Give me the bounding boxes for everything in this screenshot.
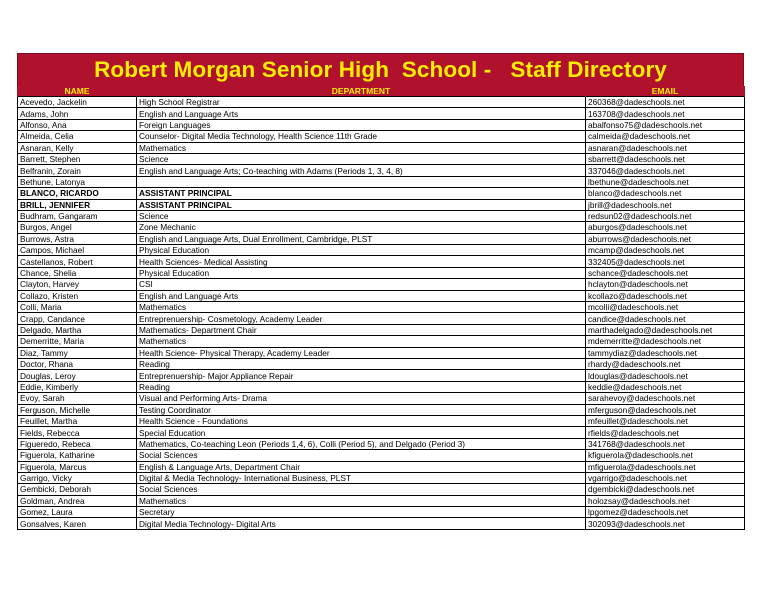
cell-email: lbethune@dadeschools.net [586,176,745,187]
cell-email: calmeida@dadeschools.net [586,131,745,142]
cell-email: aburgos@dadeschools.net [586,222,745,233]
table-header [18,86,745,97]
cell-name: Burgos, Angel [18,222,137,233]
cell-department: CSI [137,279,586,290]
header-name: NAME [18,86,137,97]
cell-department: Physical Education [137,245,586,256]
cell-email: abalfonso75@dadeschools.net [586,119,745,130]
directory-table [17,86,745,530]
cell-email: schance@dadeschools.net [586,267,745,278]
cell-name: Demerritte, Maria [18,336,137,347]
cell-name: Diaz, Tammy [18,347,137,358]
cell-email: 163708@dadeschools.net [586,108,745,119]
cell-email: 302093@dadeschools.net [586,518,745,529]
table-row [18,370,745,381]
table-row [18,245,745,256]
cell-name: Alfonso, Ana [18,119,137,130]
table-row [18,131,745,142]
table-row [18,495,745,506]
cell-name: Asnaran, Kelly [18,142,137,153]
cell-department: Secretary [137,507,586,518]
cell-name: Castellanos, Robert [18,256,137,267]
cell-name: BRILL, JENNIFER [18,199,137,210]
table-row [18,415,745,426]
cell-email: mferguson@dadeschools.net [586,404,745,415]
cell-name: Chance, Shelia [18,267,137,278]
table-row [18,381,745,392]
table-row [18,108,745,119]
cell-department: Testing Coordinator [137,404,586,415]
table-row [18,210,745,221]
cell-department: Visual and Performing Arts- Drama [137,393,586,404]
table-row [18,165,745,176]
cell-name: Eddie, Kimberly [18,381,137,392]
table-row [18,176,745,187]
table-row [18,290,745,301]
cell-name: Delgado, Martha [18,324,137,335]
cell-email: lpgomez@dadeschools.net [586,507,745,518]
cell-department [137,176,586,187]
cell-email: asnaran@dadeschools.net [586,142,745,153]
cell-department: Mathematics [137,336,586,347]
cell-department: Zone Mechanic [137,222,586,233]
table-row [18,404,745,415]
cell-name: Clayton, Harvey [18,279,137,290]
cell-name: Doctor, Rhana [18,358,137,369]
cell-department: Health Science- Physical Therapy, Academy Leader [137,347,586,358]
table-row [18,279,745,290]
table-row [18,472,745,483]
cell-email: 332405@dadeschools.net [586,256,745,267]
cell-name: Crapp, Candance [18,313,137,324]
table-row [18,393,745,404]
cell-email: marthadelgado@dadeschools.net [586,324,745,335]
cell-department: Entreprenuership- Cosmetology, Academy Leader [137,313,586,324]
cell-name: Colli, Maria [18,302,137,313]
cell-department: Mathematics, Co-teaching Leon (Periods 1,4, 6), Colli (Period 5), and Delgado (Period 3) [137,438,586,449]
cell-department: Social Sciences [137,484,586,495]
cell-email: tammydiaz@dadeschools.net [586,347,745,358]
cell-name: Bethune, Latonya [18,176,137,187]
table-row [18,188,745,199]
table-row [18,119,745,130]
cell-department: Mathematics- Department Chair [137,324,586,335]
cell-email: rfields@dadeschools.net [586,427,745,438]
cell-email: 260368@dadeschools.net [586,97,745,108]
table-row [18,97,745,108]
cell-department: Digital Media Technology- Digital Arts [137,518,586,529]
cell-name: Gomez, Laura [18,507,137,518]
cell-name: Gembicki, Deborah [18,484,137,495]
table-row [18,267,745,278]
cell-email: vgarrigo@dadeschools.net [586,472,745,483]
cell-department: ASSISTANT PRINCIPAL [137,199,586,210]
table-row [18,518,745,529]
cell-name: Campos, Michael [18,245,137,256]
cell-name: Ferguson, Michelle [18,404,137,415]
cell-department: Health Sciences- Medical Assisting [137,256,586,267]
cell-name: Goldman, Andrea [18,495,137,506]
cell-department: Mathematics [137,302,586,313]
cell-email: rhardy@dadeschools.net [586,358,745,369]
header-row [18,86,745,97]
cell-email: sarahevoy@dadeschools.net [586,393,745,404]
table-row [18,199,745,210]
cell-email: blanco@dadeschools.net [586,188,745,199]
header-email: EMAIL [586,86,745,97]
table-row [18,313,745,324]
table-row [18,461,745,472]
cell-name: Feuillet, Martha [18,415,137,426]
cell-name: Barrett, Stephen [18,153,137,164]
cell-name: Belfranin, Zorain [18,165,137,176]
cell-department: Social Sciences [137,450,586,461]
cell-email: sbarrett@dadeschools.net [586,153,745,164]
cell-department: Reading [137,358,586,369]
cell-department: Health Science - Foundations [137,415,586,426]
cell-department: Digital & Media Technology- International Business, PLST [137,472,586,483]
cell-department: ASSISTANT PRINCIPAL [137,188,586,199]
title-bar [17,53,744,86]
cell-department: Physical Education [137,267,586,278]
cell-department: English and Language Arts [137,290,586,301]
cell-department: English & Language Arts, Department Chair [137,461,586,472]
staff-directory-sheet [17,53,744,530]
cell-name: Garrigo, Vicky [18,472,137,483]
table-body [18,97,745,530]
cell-email: candice@dadeschools.net [586,313,745,324]
cell-name: BLANCO, RICARDO [18,188,137,199]
table-row [18,302,745,313]
cell-email: mfiguerola@dadeschools.net [586,461,745,472]
cell-department: English and Language Arts; Co-teaching with Adams (Periods 1, 3, 4, 8) [137,165,586,176]
cell-name: Evoy, Sarah [18,393,137,404]
table-row [18,336,745,347]
table-row [18,507,745,518]
cell-email: kfiguerola@dadeschools.net [586,450,745,461]
cell-email: hclayton@dadeschools.net [586,279,745,290]
cell-name: Douglas, Leroy [18,370,137,381]
cell-email: kcollazo@dadeschools.net [586,290,745,301]
cell-email: holozsay@dadeschools.net [586,495,745,506]
page-title: Robert Morgan Senior High School - Staff Directory [94,57,667,82]
cell-email: 337046@dadeschools.net [586,165,745,176]
cell-name: Burrows, Astra [18,233,137,244]
cell-email: keddie@dadeschools.net [586,381,745,392]
cell-email: aburrows@dadeschools.net [586,233,745,244]
cell-department: Foreign Languages [137,119,586,130]
table-row [18,324,745,335]
table-row [18,256,745,267]
table-row [18,347,745,358]
cell-name: Almeida, Celia [18,131,137,142]
cell-department: Mathematics [137,495,586,506]
cell-name: Acevedo, Jackelin [18,97,137,108]
table-row [18,222,745,233]
cell-name: Figuerola, Katharine [18,450,137,461]
cell-department: English and Language Arts [137,108,586,119]
cell-department: Entreprenuership- Major Appliance Repair [137,370,586,381]
cell-email: mcamp@dadeschools.net [586,245,745,256]
cell-email: mfeuillet@dadeschools.net [586,415,745,426]
cell-name: Figuerola, Marcus [18,461,137,472]
cell-email: ldouglas@dadeschools.net [586,370,745,381]
cell-name: Collazo, Kristen [18,290,137,301]
cell-name: Figueredo, Rebeca [18,438,137,449]
cell-department: Reading [137,381,586,392]
table-row [18,153,745,164]
header-department: DEPARTMENT [137,86,586,97]
cell-email: jbrill@dadeschools.net [586,199,745,210]
cell-name: Gonsalves, Karen [18,518,137,529]
cell-email: mcolli@dadeschools.net [586,302,745,313]
cell-department: Mathematics [137,142,586,153]
cell-email: mdemerritte@dadeschools.net [586,336,745,347]
table-row [18,142,745,153]
cell-department: Science [137,153,586,164]
table-row [18,427,745,438]
table-row [18,438,745,449]
cell-email: dgembicki@dadeschools.net [586,484,745,495]
table-row [18,358,745,369]
cell-name: Budhram, Gangaram [18,210,137,221]
cell-department: English and Language Arts, Dual Enrollment, Cambridge, PLST [137,233,586,244]
cell-name: Fields, Rebecca [18,427,137,438]
cell-department: Counselor- Digital Media Technology, Health Science 11th Grade [137,131,586,142]
table-row [18,450,745,461]
cell-email: redsun02@dadeschools.net [586,210,745,221]
table-row [18,233,745,244]
cell-department: Science [137,210,586,221]
cell-department: High School Registrar [137,97,586,108]
cell-department: Special Education [137,427,586,438]
cell-name: Adams, John [18,108,137,119]
cell-email: 341768@dadeschools.net [586,438,745,449]
table-row [18,484,745,495]
